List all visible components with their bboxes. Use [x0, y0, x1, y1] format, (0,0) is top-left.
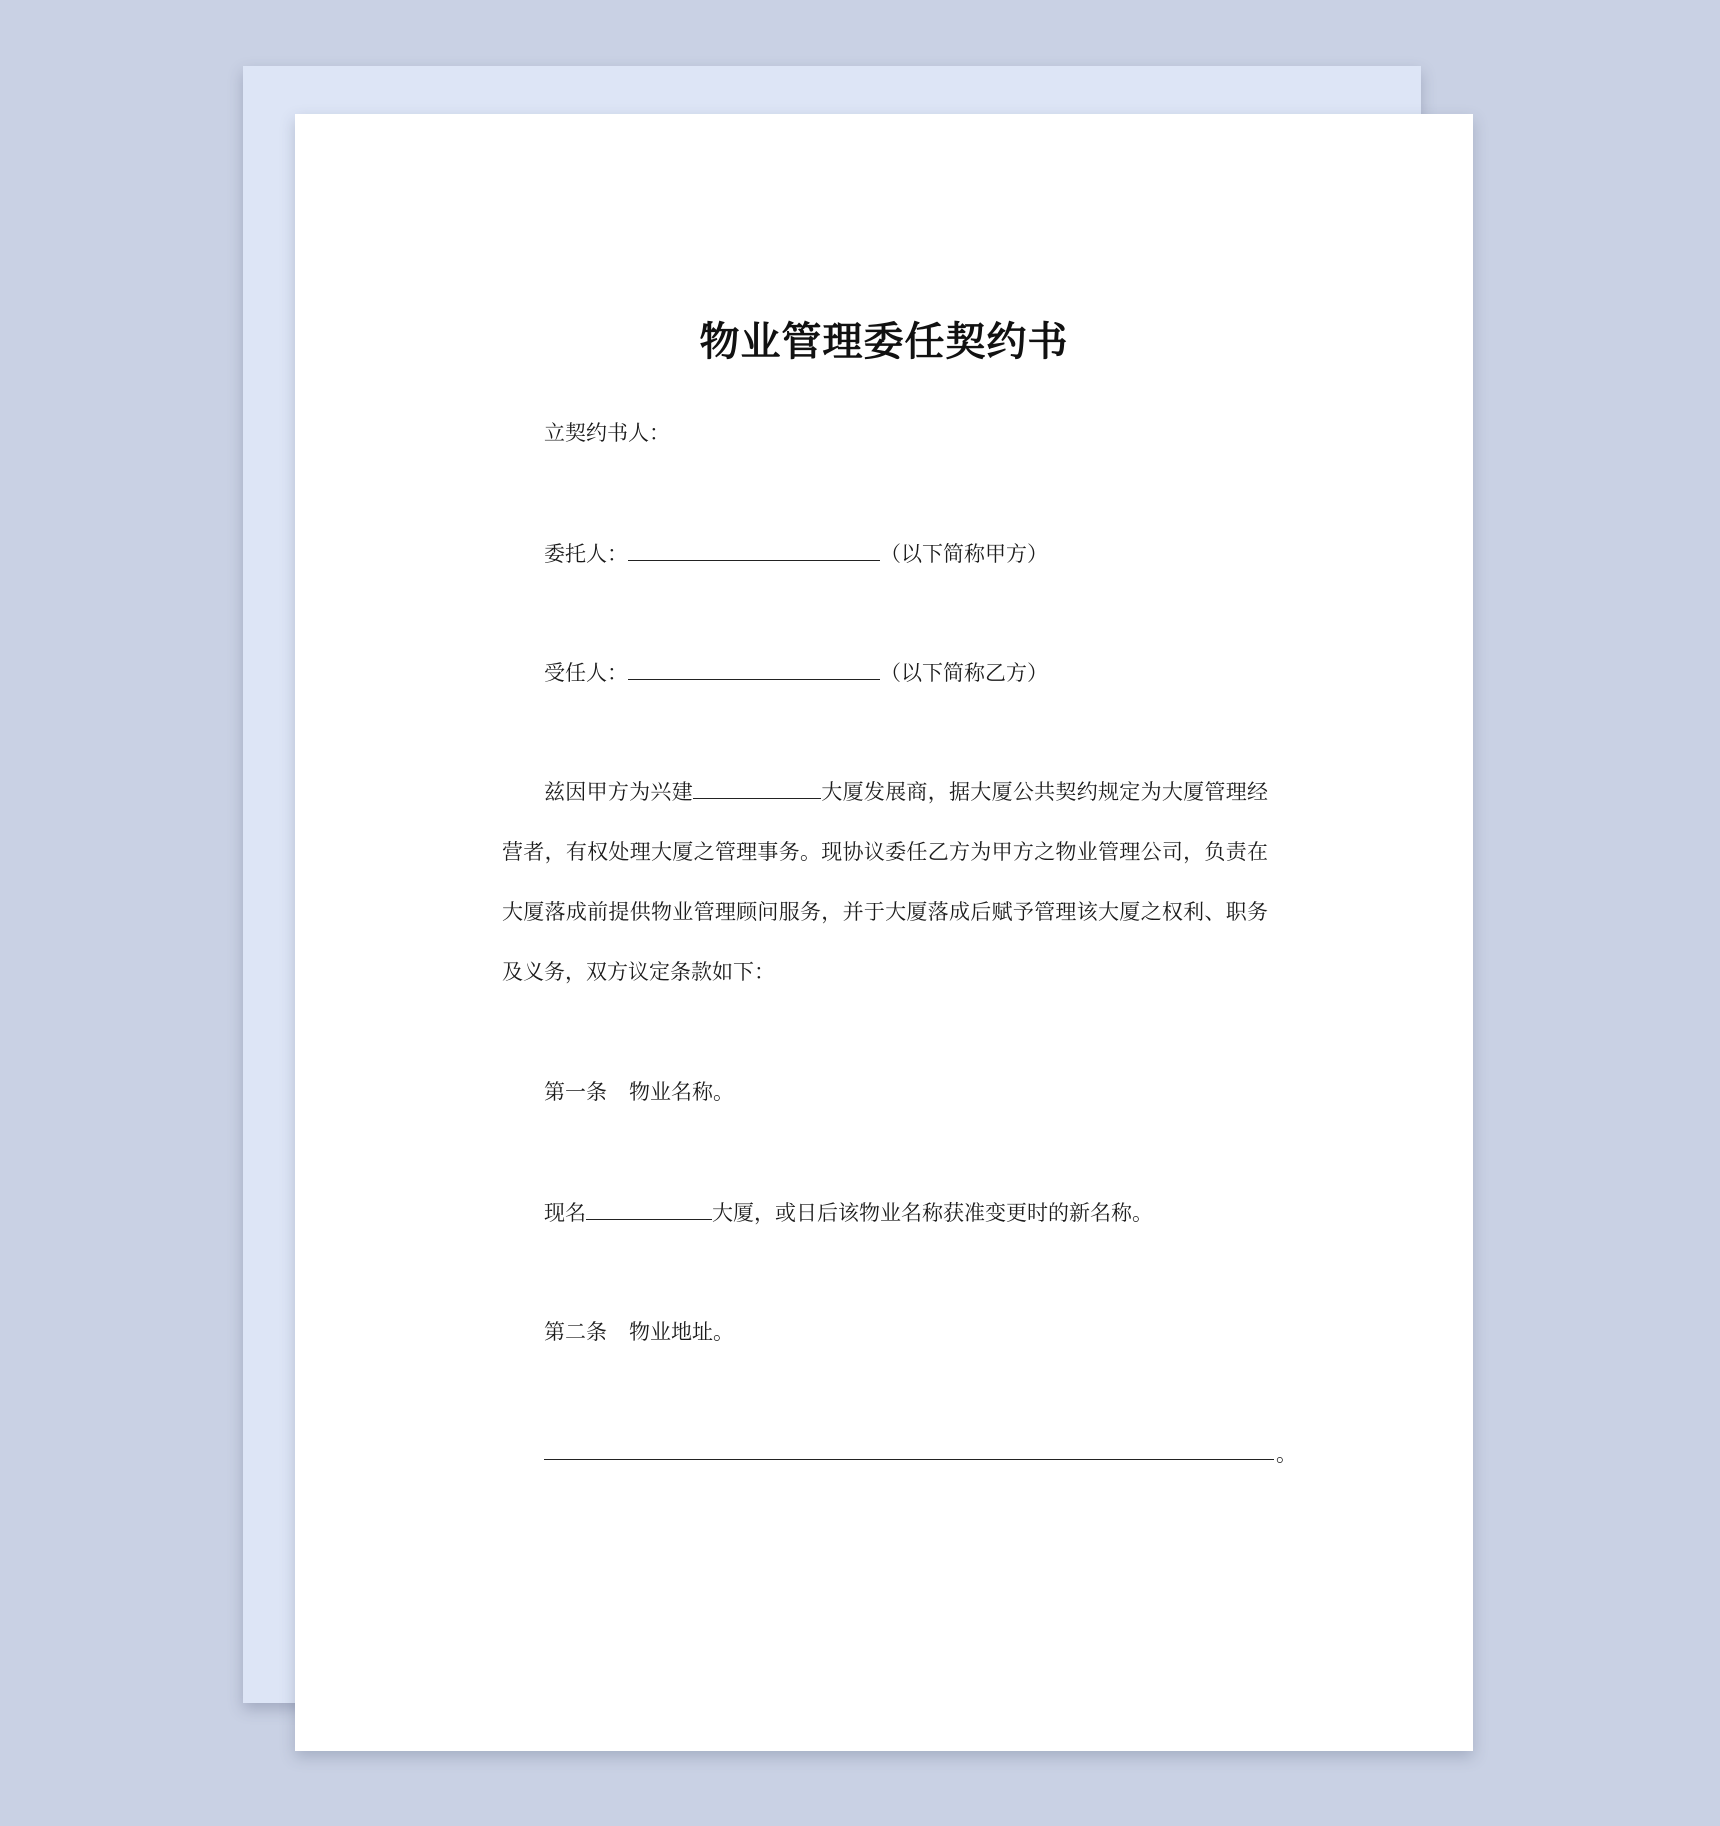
party-a-note: （以下简称甲方）	[880, 542, 1048, 566]
document-page	[295, 114, 1473, 1751]
article-1-text	[544, 1197, 1153, 1228]
preamble-part1: 兹因甲方为兴建	[544, 780, 693, 804]
article-1-text-part2: 大厦，或日后该物业名称获准变更时的新名称。	[712, 1201, 1153, 1225]
party-a-blank	[628, 538, 880, 561]
party-b-line	[544, 657, 1048, 688]
address-blank	[544, 1435, 1274, 1460]
party-b-note: （以下简称乙方）	[880, 661, 1048, 685]
article-2-heading	[544, 1317, 734, 1347]
party-b-label: 受任人：	[544, 661, 628, 685]
article-1-heading	[544, 1077, 734, 1107]
article-2-number: 第二条	[544, 1320, 607, 1344]
article-2-title: 物业地址。	[629, 1320, 734, 1344]
party-b-blank	[628, 657, 880, 680]
building-name-blank	[693, 778, 821, 799]
preamble-paragraph	[502, 762, 1268, 1002]
preamble-part2: 大厦发展商，据大厦公共契约规定为大厦管理经营者，有权处理大厦之管理事务。现协议委任乙方为甲方之物业管理公司，负责在大厦落成前提供物业管理顾问服务，并于大厦落成后赋予管理该大厦之权利、职务及义务，双方议定条款如下：	[502, 780, 1268, 984]
document-title: 物业管理委任契约书	[699, 319, 1069, 365]
current-name-blank	[586, 1197, 712, 1220]
party-a-label: 委托人：	[544, 542, 628, 566]
address-end-mark: 。	[1276, 1442, 1297, 1466]
article-1-number: 第一条	[544, 1080, 607, 1104]
article-1-text-part1: 现名	[544, 1201, 586, 1225]
party-a-line	[544, 538, 1048, 569]
parties-intro: 立契约书人：	[544, 421, 670, 445]
article-1-title: 物业名称。	[629, 1080, 734, 1104]
